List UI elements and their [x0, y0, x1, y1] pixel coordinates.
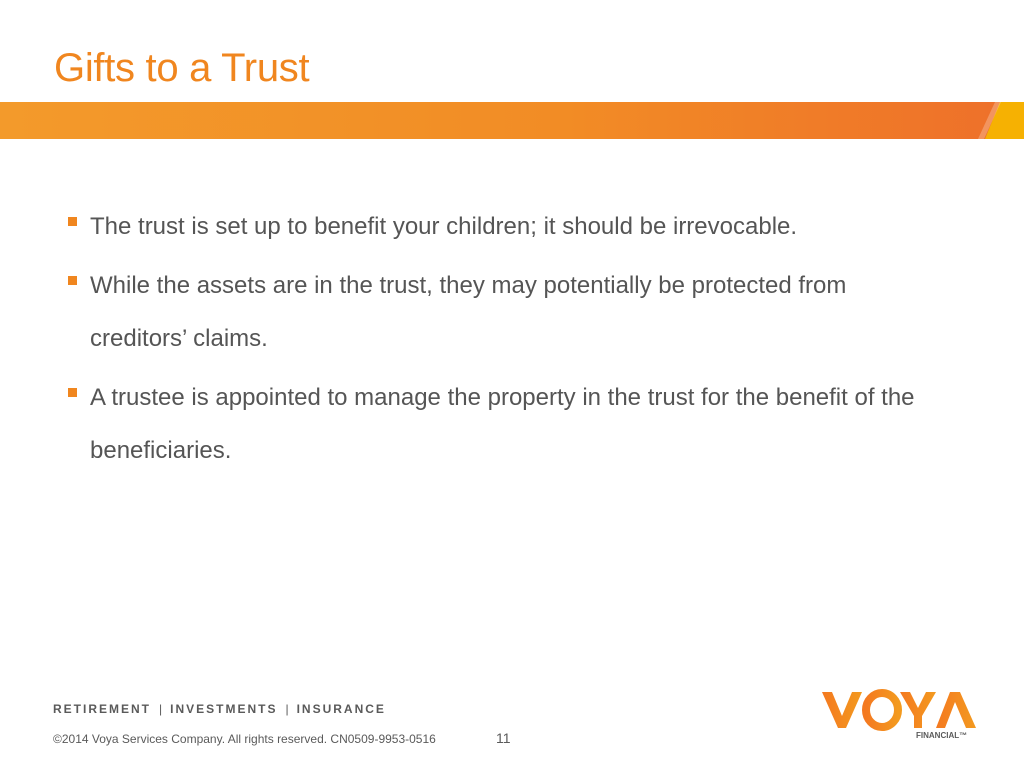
- voya-logo-icon: [820, 686, 980, 740]
- tagline-retirement: RETIREMENT: [53, 702, 151, 716]
- header-band: [0, 102, 1024, 139]
- tagline-separator: |: [159, 702, 163, 716]
- bullet-text: While the assets are in the trust, they may potentially be protected from creditors’ claims.: [90, 272, 847, 352]
- tagline-insurance: INSURANCE: [296, 702, 386, 716]
- square-bullet-icon: [68, 276, 77, 285]
- tagline-separator: |: [285, 702, 289, 716]
- bullet-item: [66, 200, 946, 253]
- bullet-list: [66, 200, 946, 483]
- bullet-item: [66, 259, 946, 365]
- footer-tagline: [53, 702, 386, 716]
- slide-title: Gifts to a Trust: [54, 46, 310, 90]
- header-band-graphic: [0, 102, 1024, 139]
- copyright-notice: ©2014 Voya Services Company. All rights reserved. CN0509-9953-0516: [53, 732, 436, 746]
- page-number: 11: [496, 730, 511, 746]
- square-bullet-icon: [68, 388, 77, 397]
- square-bullet-icon: [68, 217, 77, 226]
- bullet-text: A trustee is appointed to manage the property in the trust for the benefit of the beneficiaries.: [90, 384, 915, 464]
- logo-subtext: FINANCIAL™: [916, 731, 968, 740]
- tagline-investments: INVESTMENTS: [170, 702, 278, 716]
- bullet-text: The trust is set up to benefit your children; it should be irrevocable.: [90, 213, 798, 240]
- bullet-item: [66, 371, 946, 477]
- voya-financial-logo: [820, 686, 980, 740]
